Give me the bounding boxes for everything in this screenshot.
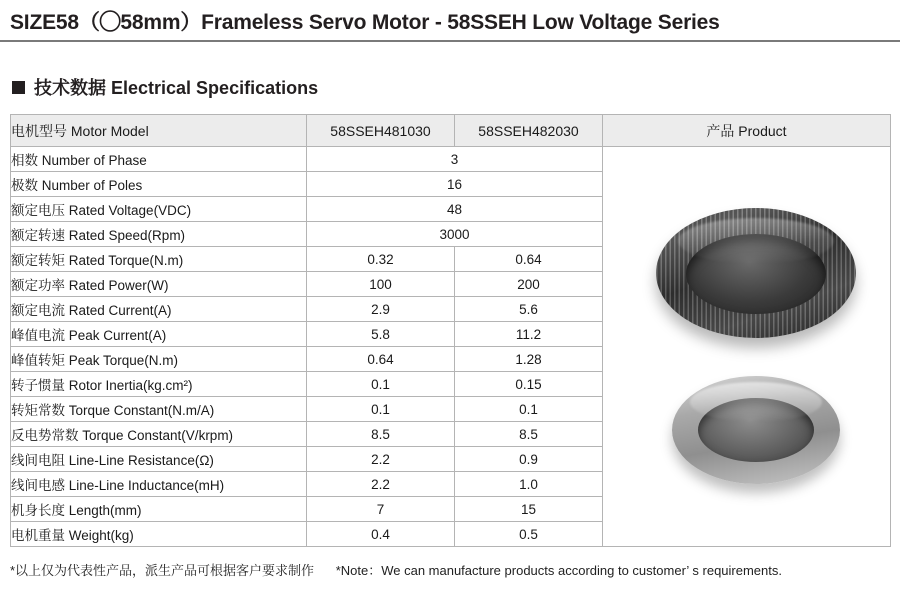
row-value-model-1: 8.5	[307, 422, 455, 447]
row-value-model-2: 0.9	[455, 447, 603, 472]
row-value-model-1: 2.2	[307, 447, 455, 472]
row-value-model-2: 0.15	[455, 372, 603, 397]
row-label: 转子惯量 Rotor Inertia(kg.cm²)	[11, 372, 307, 397]
square-bullet-icon	[12, 81, 25, 94]
row-value-model-1: 5.8	[307, 322, 455, 347]
row-value-model-2: 15	[455, 497, 603, 522]
row-value-shared: 48	[307, 197, 603, 222]
row-value-shared: 3000	[307, 222, 603, 247]
row-label: 电机重量 Weight(kg)	[11, 522, 307, 547]
title-divider	[0, 40, 900, 42]
row-value-shared: 3	[307, 147, 603, 172]
row-value-model-1: 2.2	[307, 472, 455, 497]
row-value-model-1: 7	[307, 497, 455, 522]
electrical-specifications-table	[10, 114, 891, 547]
column-header-motor-model: 电机型号 Motor Model	[11, 115, 307, 147]
column-header-model-2: 58SSEH482030	[455, 115, 603, 147]
row-label: 峰值电流 Peak Current(A)	[11, 322, 307, 347]
table-row	[11, 147, 891, 172]
footnote-cn: *以上仅为代表性产品，派生产品可根据客户要求制作	[10, 563, 315, 578]
product-image-cell	[603, 147, 891, 547]
column-header-product: 产品 Product	[603, 115, 891, 147]
row-value-model-1: 0.64	[307, 347, 455, 372]
row-label: 转矩常数 Torque Constant(N.m/A)	[11, 397, 307, 422]
row-label: 极数 Number of Poles	[11, 172, 307, 197]
footnote	[10, 560, 890, 579]
row-value-model-1: 0.4	[307, 522, 455, 547]
row-value-model-2: 11.2	[455, 322, 603, 347]
row-value-model-2: 0.5	[455, 522, 603, 547]
row-value-shared: 16	[307, 172, 603, 197]
row-label: 额定功率 Rated Power(W)	[11, 272, 307, 297]
row-value-model-2: 200	[455, 272, 603, 297]
row-value-model-2: 8.5	[455, 422, 603, 447]
row-value-model-1: 0.32	[307, 247, 455, 272]
row-label: 额定电压 Rated Voltage(VDC)	[11, 197, 307, 222]
row-label: 额定电流 Rated Current(A)	[11, 297, 307, 322]
row-value-model-1: 2.9	[307, 297, 455, 322]
footnote-en: *Note：We can manufacture products according to customer’ s requirements.	[335, 563, 782, 578]
row-value-model-1: 100	[307, 272, 455, 297]
row-label: 额定转矩 Rated Torque(N.m)	[11, 247, 307, 272]
row-label: 线间电阻 Line-Line Resistance(Ω)	[11, 447, 307, 472]
row-label: 相数 Number of Phase	[11, 147, 307, 172]
row-value-model-1: 0.1	[307, 372, 455, 397]
page-title: SIZE58（◯58mm）Frameless Servo Motor - 58SSEH Low Voltage Series	[10, 11, 720, 34]
row-value-model-2: 1.0	[455, 472, 603, 497]
row-value-model-2: 0.1	[455, 397, 603, 422]
row-label: 反电势常数 Torque Constant(V/krpm)	[11, 422, 307, 447]
section-heading-label: 技术数据 Electrical Specifications	[34, 78, 319, 98]
row-value-model-1: 0.1	[307, 397, 455, 422]
row-label: 线间电感 Line-Line Inductance(mH)	[11, 472, 307, 497]
row-value-model-2: 1.28	[455, 347, 603, 372]
section-heading	[12, 74, 318, 100]
row-label: 机身长度 Length(mm)	[11, 497, 307, 522]
table-header-row	[11, 115, 891, 147]
column-header-model-1: 58SSEH481030	[307, 115, 455, 147]
row-label: 峰值转矩 Peak Torque(N.m)	[11, 347, 307, 372]
row-value-model-2: 5.6	[455, 297, 603, 322]
row-value-model-2: 0.64	[455, 247, 603, 272]
table-body	[11, 147, 891, 547]
row-label: 额定转速 Rated Speed(Rpm)	[11, 222, 307, 247]
